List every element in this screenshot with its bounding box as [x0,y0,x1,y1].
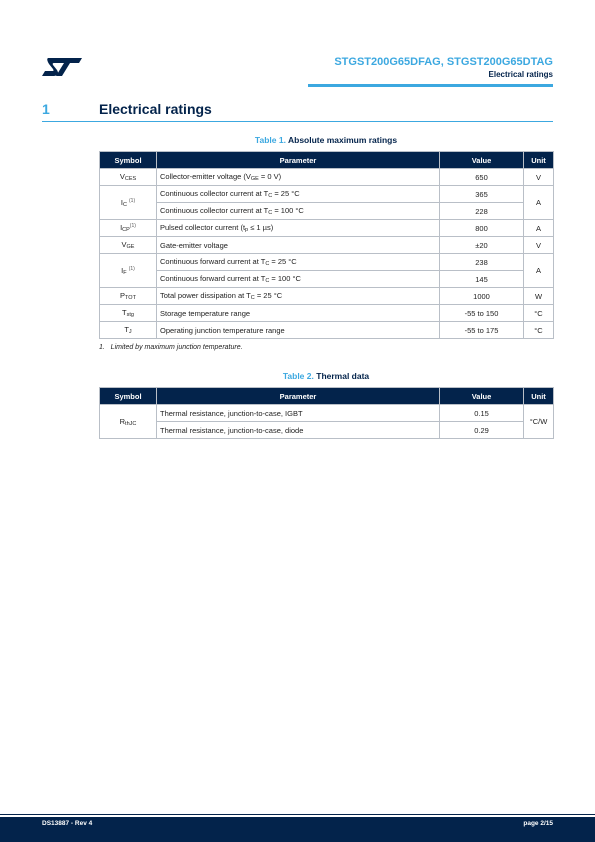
parameter-subscript: C [250,295,255,301]
unit-cell: V [524,237,554,254]
table-row [100,186,554,203]
parameter-tail: = 100 °C [269,274,301,283]
page-number: page 2/15 [523,820,553,827]
parameter-cell: Gate-emitter voltage [157,237,440,254]
value-cell: 0.29 [440,422,524,439]
absolute-maximum-ratings-table [99,151,554,339]
symbol-subscript: TOT [125,295,136,301]
unit-cell: °C [524,322,554,339]
header-rule [308,84,553,87]
parameter-cell [157,203,440,220]
table-row [100,422,554,439]
symbol-subscript: stg [126,312,134,318]
section-rule [42,121,553,122]
value-cell: -55 to 175 [440,322,524,339]
symbol-text: I [120,223,123,232]
value-cell: ±20 [440,237,524,254]
table-header-row [100,388,554,405]
parameter-cell [157,186,440,203]
parameter-subscript: C [268,193,273,199]
document-subtitle: Electrical ratings [488,70,553,79]
table-row [100,288,554,305]
unit-cell: V [524,169,554,186]
section-number: 1 [42,101,50,117]
parameter-cell [157,220,440,237]
st-logo-icon [40,56,84,78]
symbol-cell [100,186,157,220]
parameter-cell [157,254,440,271]
parameter-cell: Storage temperature range [157,305,440,322]
header-unit: Unit [524,152,554,169]
table-row [100,203,554,220]
symbol-subscript: CP [122,227,130,233]
parameter-cell [157,288,440,305]
table-header-row [100,152,554,169]
symbol-text: P [120,291,126,300]
value-cell: 365 [440,186,524,203]
symbol-text: V [119,172,125,181]
symbol-text: I [121,265,124,275]
table-row [100,254,554,271]
header-value: Value [440,152,524,169]
table-row [100,405,554,422]
footnote-ref: (1) [129,197,136,204]
parameter-text: Continuous collector current at T [160,189,269,198]
header-value: Value [440,388,524,405]
symbol-subscript: J [128,329,132,335]
symbol-text: T [122,308,127,317]
table-row [100,305,554,322]
parameter-tail: = 0 V) [258,172,282,181]
symbol-cell [100,254,157,288]
unit-cell: A [524,186,554,220]
symbol-text: I [120,197,123,207]
document-title: STGST200G65DFAG, STGST200G65DTAG [334,56,553,68]
table-row [100,169,554,186]
symbol-subscript: GE [126,244,135,250]
symbol-cell [100,322,157,339]
symbol-subscript: F [123,269,127,276]
footer-rule [0,814,595,815]
parameter-tail: = 25 °C [269,257,297,266]
value-cell: -55 to 150 [440,305,524,322]
value-cell: 228 [440,203,524,220]
section-title: Electrical ratings [99,101,212,117]
unit-cell: °C/W [524,405,554,439]
symbol-text: T [124,325,129,334]
value-cell: 145 [440,271,524,288]
parameter-subscript: C [265,261,270,267]
header-parameter: Parameter [157,388,440,405]
header-unit: Unit [524,388,554,405]
document-revision: DS13887 - Rev 4 [42,820,93,827]
parameter-cell [157,271,440,288]
parameter-subscript: p [245,227,249,233]
symbol-cell [100,237,157,254]
table1-footnote: 1. Limited by maximum junction temperature. [99,344,243,351]
table1-caption-number: Table 1. [254,135,286,145]
parameter-tail: = 25 °C [254,291,283,300]
symbol-subscript: thJC [125,420,137,427]
table2-caption-number: Table 2. [282,371,314,381]
table1-caption [99,135,553,145]
header-symbol: Symbol [100,388,157,405]
parameter-subscript: C [268,210,273,216]
symbol-subscript: CES [124,176,137,182]
unit-cell: A [524,254,554,288]
table-row [100,322,554,339]
symbol-cell [100,405,157,439]
parameter-tail: = 25 °C [272,189,300,198]
parameter-text: Continuous forward current at T [160,257,266,266]
value-cell: 1000 [440,288,524,305]
parameter-subscript: C [265,278,270,284]
footnote-ref: (1) [128,265,135,272]
footnote-ref: (1) [129,223,136,229]
parameter-subscript: GE [250,176,259,182]
unit-cell: °C [524,305,554,322]
parameter-tail: = 100 °C [272,206,304,215]
parameter-text: Total power dissipation at T [160,291,251,300]
table1-caption-text: Absolute maximum ratings [287,135,398,145]
header-symbol: Symbol [100,152,157,169]
unit-cell: W [524,288,554,305]
table-row [100,271,554,288]
parameter-text: Pulsed collector current (t [160,223,246,232]
parameter-cell: Thermal resistance, junction-to-case, IGBT [157,405,440,422]
symbol-text: V [121,240,127,249]
header-parameter: Parameter [157,152,440,169]
table-row [100,220,554,237]
symbol-cell [100,288,157,305]
value-cell: 238 [440,254,524,271]
symbol-subscript: C [122,201,127,208]
parameter-tail: ≤ 1 µs) [248,223,274,232]
parameter-text: Continuous forward current at T [160,274,266,283]
symbol-cell [100,169,157,186]
table2-caption-text: Thermal data [316,371,370,381]
symbol-cell [100,220,157,237]
table-row [100,237,554,254]
thermal-data-table [99,387,554,439]
parameter-cell: Thermal resistance, junction-to-case, diode [157,422,440,439]
parameter-cell [157,169,440,186]
parameter-cell: Operating junction temperature range [157,322,440,339]
parameter-text: Continuous collector current at T [160,206,269,215]
table2-caption [99,371,553,381]
unit-cell: A [524,220,554,237]
parameter-text: Collector-emitter voltage (V [160,172,251,181]
value-cell: 800 [440,220,524,237]
value-cell: 0.15 [440,405,524,422]
symbol-cell [100,305,157,322]
value-cell: 650 [440,169,524,186]
symbol-text: R [119,416,126,426]
